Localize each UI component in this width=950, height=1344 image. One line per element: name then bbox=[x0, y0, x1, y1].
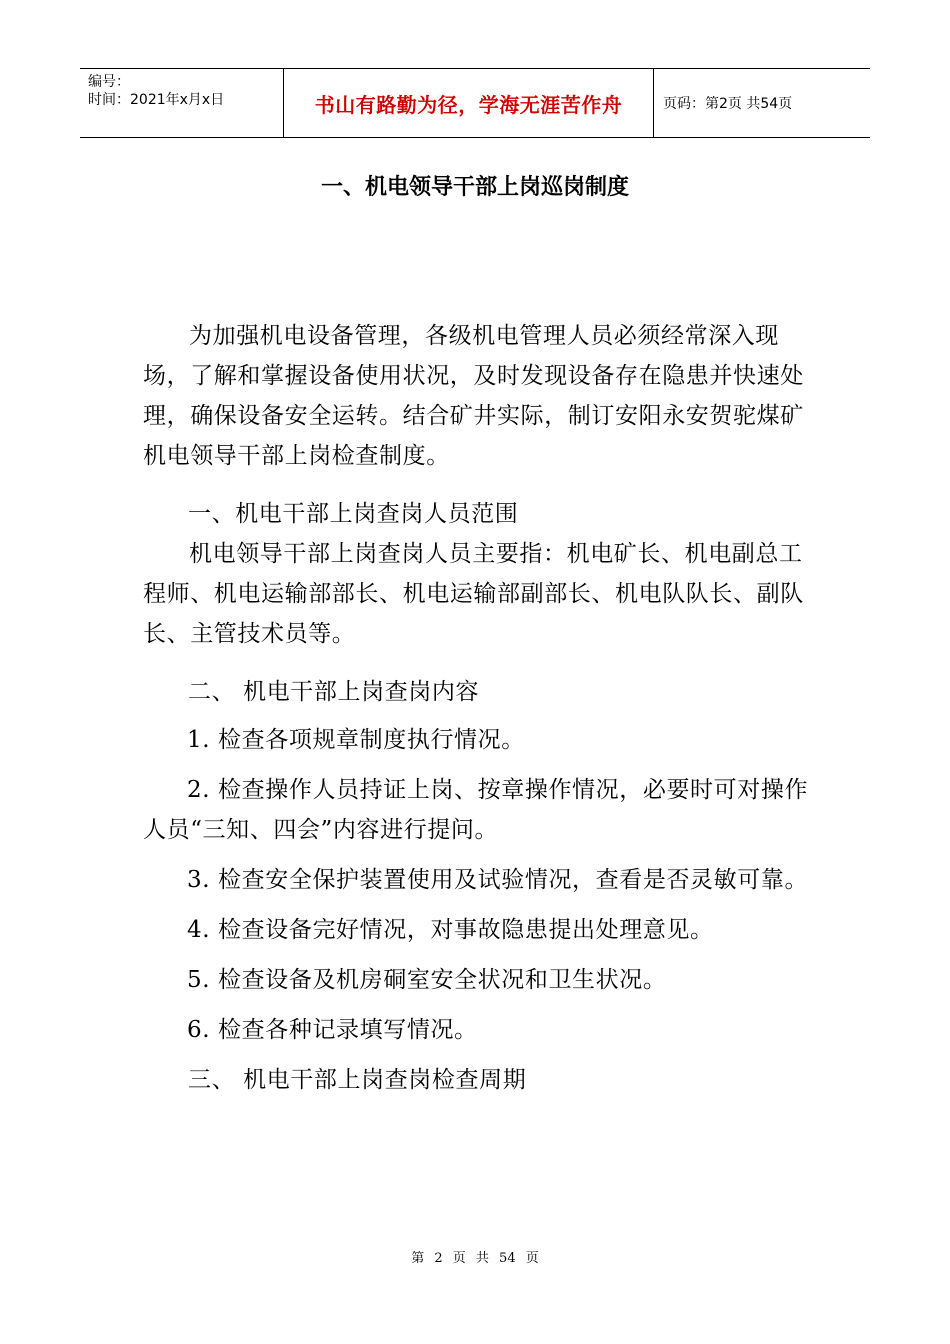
document-title: 一、机电领导干部上岗巡岗制度 bbox=[320, 175, 629, 200]
section-2-heading: 二、 机电干部上岗查岗内容 bbox=[188, 679, 480, 705]
page-header bbox=[80, 68, 870, 138]
header-meta bbox=[80, 69, 283, 137]
list-item: 6. 检查各种记录填写情况。 bbox=[187, 1017, 478, 1043]
header-motto: 书山有路勤为径，学海无涯苦作舟 bbox=[283, 69, 654, 137]
section-1-content: 机电领导干部上岗查岗人员主要指：机电矿长、机电副总工程师、机电运输部部长、机电运输部副部长、机电队队长、副队长、主管技术员等。 bbox=[143, 541, 804, 647]
document-body bbox=[143, 316, 813, 1100]
section-3-heading: 三、 机电干部上岗查岗检查周期 bbox=[188, 1067, 527, 1093]
list-item: 4. 检查设备完好情况，对事故隐患提出处理意见。 bbox=[187, 917, 714, 943]
section-1-heading: 一、机电干部上岗查岗人员范围 bbox=[188, 501, 519, 527]
list-item: 1. 检查各项规章制度执行情况。 bbox=[187, 727, 525, 753]
document-date: 时间：2021年x月x日 bbox=[88, 92, 225, 108]
header-page-info: 页码：第2页 共54页 bbox=[663, 96, 793, 112]
list-item: 2. 检查操作人员持证上岗、按章操作情况，必要时可对操作人员“三知、四会”内容进行提问。 bbox=[143, 777, 809, 843]
list-item: 5. 检查设备及机房硐室安全状况和卫生状况。 bbox=[187, 967, 667, 993]
document-number-label: 编号： bbox=[88, 74, 130, 90]
page-footer: 第 2 页 共 54 页 bbox=[411, 1251, 539, 1266]
list-item: 3. 检查安全保护装置使用及试验情况，查看是否灵敏可靠。 bbox=[187, 867, 809, 893]
intro-paragraph: 为加强机电设备管理，各级机电管理人员必须经常深入现场，了解和掌握设备使用状况，及时发现设备存在隐患并快速处理，确保设备安全运转。结合矿井实际，制订安阳永安贺驼煤矿机电领导干部上岗检查制度。 bbox=[143, 323, 804, 469]
